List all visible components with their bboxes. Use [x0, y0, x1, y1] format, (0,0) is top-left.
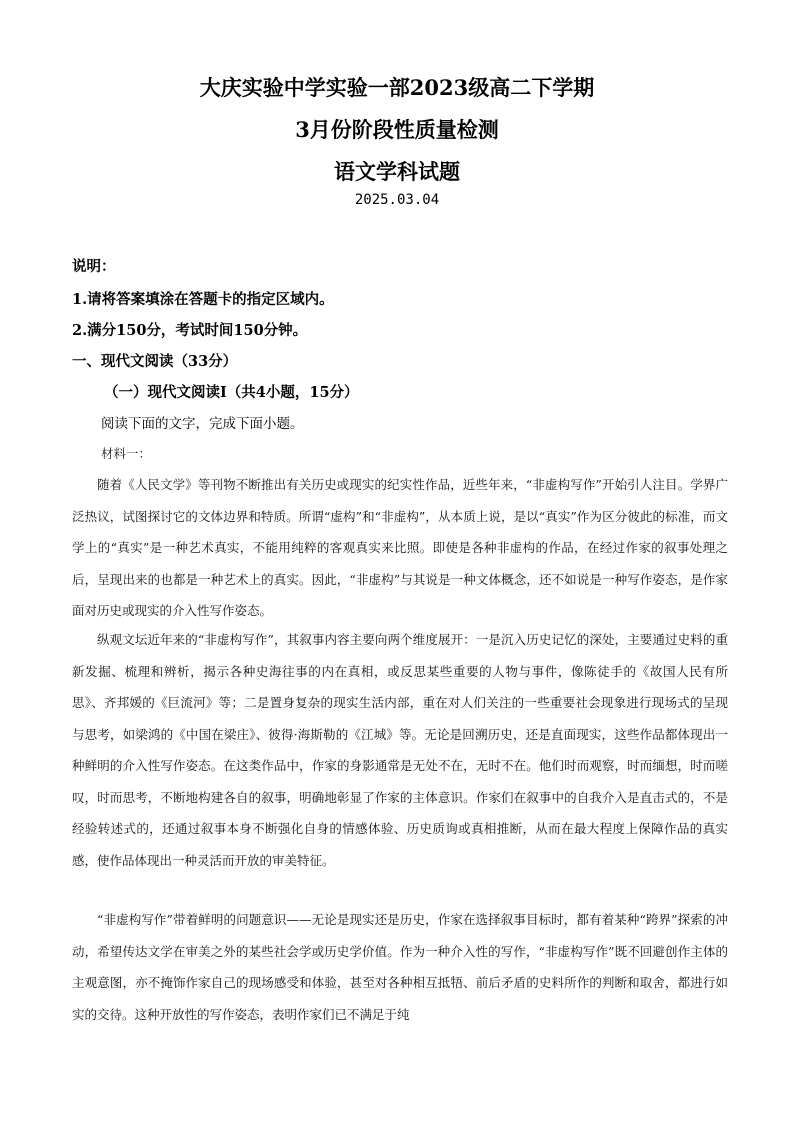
reading-prompt: 阅读下面的文字，完成下面小题。: [101, 416, 304, 432]
passage-paragraph-2: [72, 624, 728, 876]
instructions-heading: 说明：: [72, 258, 116, 275]
section-heading: 一、现代文阅读（33分）: [72, 353, 238, 370]
instruction-item-2: 2.满分150分，考试时间150分钟。: [72, 322, 308, 339]
instruction-item-1: 1.请将答案填涂在答题卡的指定区域内。: [72, 291, 334, 308]
exam-date: 2025.03.04: [354, 192, 440, 208]
exam-title-line-2: 3月份阶段性质量检测: [295, 117, 499, 142]
passage-paragraph-1: [72, 469, 728, 627]
paragraph-text: “非虚构写作”带着鲜明的问题意识——无论是现实还是历史，作家在选择叙事目标时，都有着某种“跨界”探索的冲动，希望传达文学在审美之外的某些社会学或历史学价值。作为一种介入性的写作，“非虚构写作”既不回避创作主体的主观意图，亦不掩饰作家自己的现场感受和体验，甚至对各种相互抵牾、前后矛盾的史料所作的判断和取舍，都进行如实的交待。这种开放性的写作姿态，表明作家们已不满足于纯: [72, 912, 728, 1022]
passage-paragraph-3: [72, 904, 728, 1030]
section-subheading: （一）现代文阅读Ⅰ（共4小题，15分）: [104, 384, 359, 401]
paragraph-text: 随着《人民文学》等刊物不断推出有关历史或现实的纪实性作品，近些年来，“非虚构写作”开始引人注目。学界广泛热议，试图探讨它的文体边界和特质。所谓“虚构”和“非虚构”，从本质上说，是以“真实”作为区分彼此的标准，而文学上的“真实”是一种艺术真实，不能用纯粹的客观真实来比照。即使是各种非虚构的作品，在经过作家的叙事处理之后，呈现出来的也都是一种艺术上的真实。因此，“非虚构”与其说是一种文体概念，还不如说是一种写作姿态，是作家面对历史或现实的介入性写作姿态。: [72, 477, 728, 618]
material-label: 材料一：: [101, 446, 152, 461]
paragraph-text: 纵观文坛近年来的“非虚构写作”，其叙事内容主要向两个维度展开：一是沉入历史记忆的深处，主要通过史料的重新发掘、梳理和辨析，揭示各种史海往事的内在真相，或反思某些重要的人物与事件，像陈徒手的《故国人民有所思》、齐邦媛的《巨流河》等；二是置身复杂的现实生活内部，重在对人们关注的一些重要社会现象进行现场式的呈现与思考，如梁鸿的《中国在梁庄》、彼得·海斯勒的《江城》等。无论是回溯历史，还是直面现实，这些作品都体现出一种鲜明的介入性写作姿态。在这类作品中，作家的身影通常是无处不在，无时不在。他们时而观察，时而缅想，时而嗟叹，时而思考，不断地构建各自的叙事，明确地彰显了作家的主体意识。作家们在叙事中的自我介入是直击式的，不是经验转述式的，还通过叙事本身不断强化自身的情感体验、历史质询或真相推断，从而在最大程度上保障作品的真实感，使作品体现出一种灵活而开放的审美特征。: [72, 632, 728, 868]
exam-subject-title: 语文学科试题: [334, 159, 460, 184]
exam-title-line-1: 大庆实验中学实验一部2023级高二下学期: [199, 75, 595, 100]
